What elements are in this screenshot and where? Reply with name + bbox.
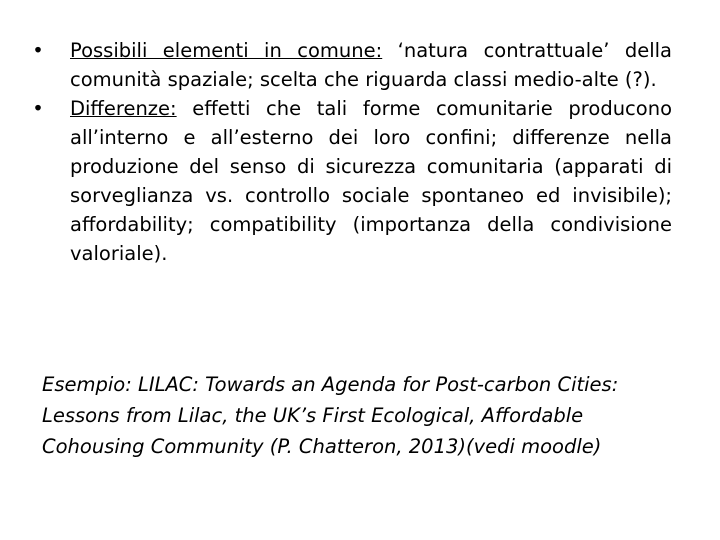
bullet-heading-differences: Differenze:	[70, 97, 177, 120]
bullet-text-differences: effetti che tali forme comunitarie producono all’interno e all’esterno dei loro confini; differenze nella produzione del senso di sicurezza comunitaria (apparati di sorveglianza vs. controllo sociale spontaneo ed invisibile); affordability; compatibility (importanza della condivisione valoriale).	[70, 97, 672, 265]
bullet-text-common-elements: ‘natura contrattuale’ della comunità spaziale; scelta che riguarda classi medio-alte (?).	[70, 39, 672, 91]
bullet-item-common-elements	[30, 36, 672, 94]
bullet-item-differences	[30, 94, 672, 268]
bullet-heading-common-elements: Possibili elementi in comune:	[70, 39, 383, 62]
bullet-icon: •	[32, 97, 44, 120]
bullet-list	[30, 36, 672, 268]
bullet-icon: •	[32, 39, 44, 62]
example-reference: Esempio: LILAC: Towards an Agenda for Post-carbon Cities: Lessons from Lilac, the UK’s First Ecological, Affordable Cohousing Community (P. Chatteron, 2013)(vedi moodle)	[42, 373, 619, 458]
